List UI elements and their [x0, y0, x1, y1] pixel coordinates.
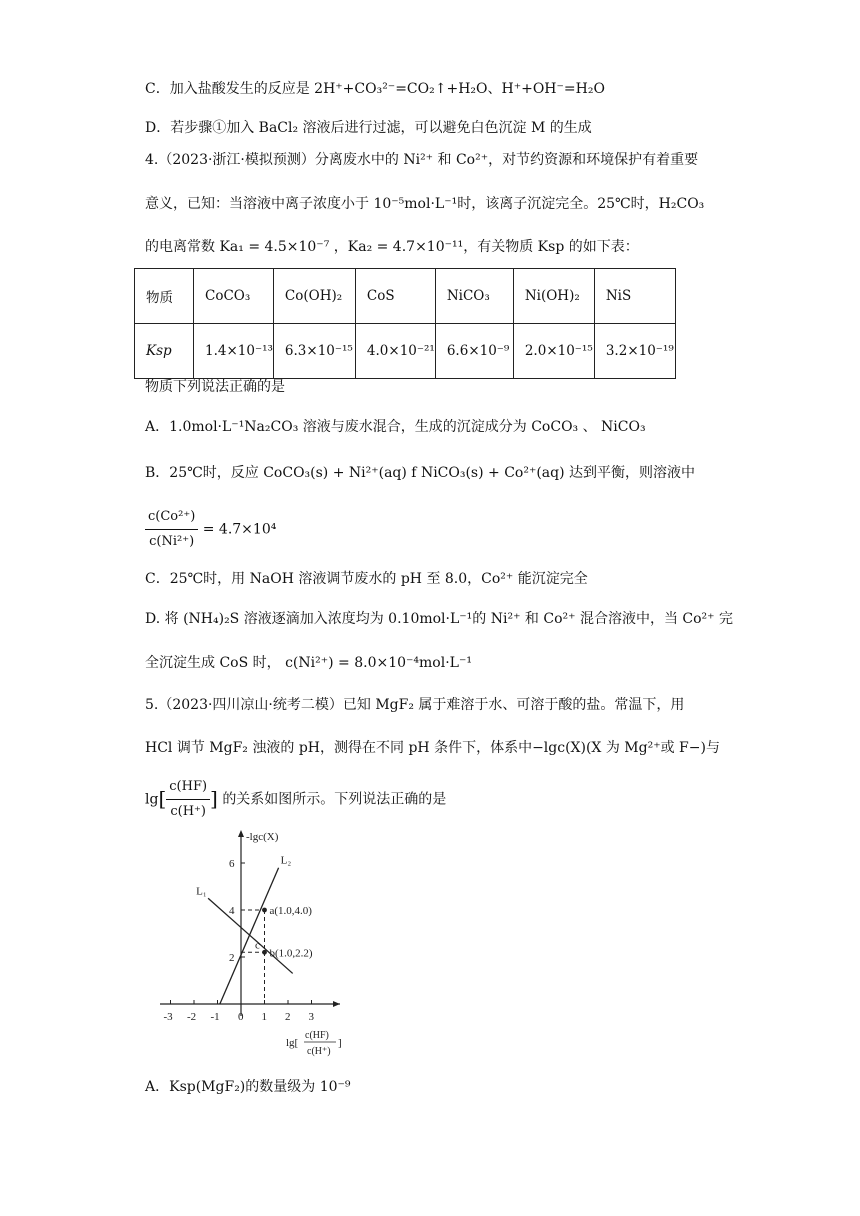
lg-prefix: lg — [145, 791, 159, 808]
table-cell: 1.4×10⁻¹³ — [194, 324, 274, 379]
y-tick-label: 2 — [229, 952, 235, 964]
q5-stem-line2: HCl 调节 MgF₂ 浊液的 pH，测得在不同 pH 条件下，体系中−lgc(X)(X 为 Mg²⁺或 F−)与 — [145, 740, 720, 756]
table-cell: 4.0×10⁻²¹ — [355, 324, 435, 379]
bracket-right: ] — [210, 786, 218, 811]
q4-option-d-line1: D. 将 (NH₄)₂S 溶液逐滴加入浓度均为 0.10mol·L⁻¹的 Ni²⁺ 和 Co²⁺ 混合溶液中，当 Co²⁺ 完 — [145, 611, 733, 627]
lgc-vs-lg-ratio-chart — [150, 820, 370, 1060]
ratio-value: = 4.7×10⁴ — [202, 521, 277, 538]
x-tick-label: -1 — [210, 1011, 220, 1023]
y-axis-arrow — [238, 830, 244, 837]
series-label: L₂ — [280, 854, 292, 867]
x-tick-label: 2 — [285, 1011, 291, 1023]
q5-option-a: A．Ksp(MgF₂)的数量级为 10⁻⁹ — [145, 1079, 351, 1095]
point-label: b(1.0,2.2) — [269, 947, 313, 960]
q5-stem-line1: 5.（2023·四川凉山·统考二模）已知 MgF₂ 属于难溶于水、可溶于酸的盐。常温下，用 — [145, 697, 685, 713]
q4-question-stem: 物质下列说法正确的是 — [145, 379, 285, 395]
table-cell: Ksp — [135, 324, 194, 379]
q4-stem-line3: 的电离常数 Ka₁ = 4.5×10⁻⁷ ，Ka₂ = 4.7×10⁻¹¹，有关物质 Ksp 的如下表： — [145, 239, 639, 255]
table-cell: CoS — [355, 269, 435, 324]
concentration-ratio — [145, 506, 198, 553]
q5-stem-line3 — [145, 776, 446, 823]
x-tick-label: 3 — [308, 1011, 314, 1023]
q4-stem-line1: 4.（2023·浙江·模拟预测）分离废水中的 Ni²⁺ 和 Co²⁺，对节约资源和环境保护有着重要 — [145, 152, 699, 168]
q4-stem-line2: 意义，已知：当溶液中离子浓度小于 10⁻⁵mol·L⁻¹时，该离子沉淀完全。25℃时，H₂CO₃ — [145, 196, 705, 212]
series-line — [220, 868, 279, 1004]
data-point — [262, 950, 267, 955]
q4-option-c: C．25℃时，用 NaOH 溶液调节废水的 pH 至 8.0，Co²⁺ 能沉淀完全 — [145, 571, 588, 587]
x-tick-label: -2 — [187, 1011, 197, 1023]
bracket-left: [ — [158, 786, 167, 811]
ksp-table — [134, 268, 676, 379]
table-cell: NiS — [594, 269, 675, 324]
x-tick-label: 1 — [261, 1011, 267, 1023]
table-cell: Co(OH)₂ — [273, 269, 355, 324]
x-tick-label: 0 — [238, 1011, 244, 1023]
point-label: a(1.0,4.0) — [269, 905, 312, 917]
table-cell: Ni(OH)₂ — [513, 269, 594, 324]
hf-ratio — [166, 776, 210, 823]
fraction-numerator: c(Co²⁺) — [145, 506, 198, 530]
table-cell: 6.3×10⁻¹⁵ — [273, 324, 355, 379]
q4-option-a: A．1.0mol·L⁻¹Na₂CO₃ 溶液与废水混合，生成的沉淀成分为 CoCO₃ 、 NiCO₃ — [145, 419, 646, 435]
q3-option-c: C．加入盐酸发生的反应是 2H⁺+CO₃²⁻=CO₂↑+H₂O、H⁺+OH⁻=H₂O — [145, 81, 605, 97]
q4-option-b: B．25℃时，反应 CoCO₃(s) + Ni²⁺(aq) f NiCO₃(s) + Co²⁺(aq) 达到平衡，则溶液中 — [145, 465, 696, 481]
x-axis-arrow — [333, 1001, 340, 1007]
fraction-numerator: c(HF) — [166, 776, 210, 800]
ksp-table-header-row — [135, 269, 676, 324]
q4-option-b-fraction-line — [145, 506, 276, 553]
q3-option-d: D．若步骤①加入 BaCl₂ 溶液后进行过滤，可以避免白色沉淀 M 的生成 — [145, 120, 592, 136]
table-cell: 3.2×10⁻¹⁹ — [594, 324, 675, 379]
table-cell: CoCO₃ — [194, 269, 274, 324]
y-tick-label: 6 — [229, 858, 235, 870]
table-cell: NiCO₃ — [435, 269, 513, 324]
x-axis-label-num: c(HF) — [305, 1030, 329, 1041]
series-label: L₁ — [196, 885, 207, 898]
ksp-table-value-row — [135, 324, 676, 379]
table-cell: 物质 — [135, 269, 194, 324]
y-axis-label: -lgc(X) — [246, 831, 279, 843]
q5-stem-tail: 的关系如图所示。下列说法正确的是 — [222, 791, 447, 808]
fraction-denominator: c(H⁺) — [170, 804, 206, 819]
y-tick-label: 4 — [229, 905, 235, 917]
q4-option-d-line2: 全沉淀生成 CoS 时， c(Ni²⁺) = 8.0×10⁻⁴mol·L⁻¹ — [145, 655, 472, 671]
x-axis-label-prefix: lg[ — [286, 1037, 299, 1049]
point-label: c — [255, 939, 260, 952]
table-cell: 2.0×10⁻¹⁵ — [513, 324, 594, 379]
table-cell: 6.6×10⁻⁹ — [435, 324, 513, 379]
x-axis-label-suffix: ] — [338, 1037, 342, 1049]
x-tick-label: -3 — [163, 1011, 173, 1023]
data-point — [262, 908, 267, 913]
x-axis-label-den: c(H⁺) — [307, 1046, 331, 1057]
fraction-denominator: c(Ni²⁺) — [149, 534, 195, 549]
